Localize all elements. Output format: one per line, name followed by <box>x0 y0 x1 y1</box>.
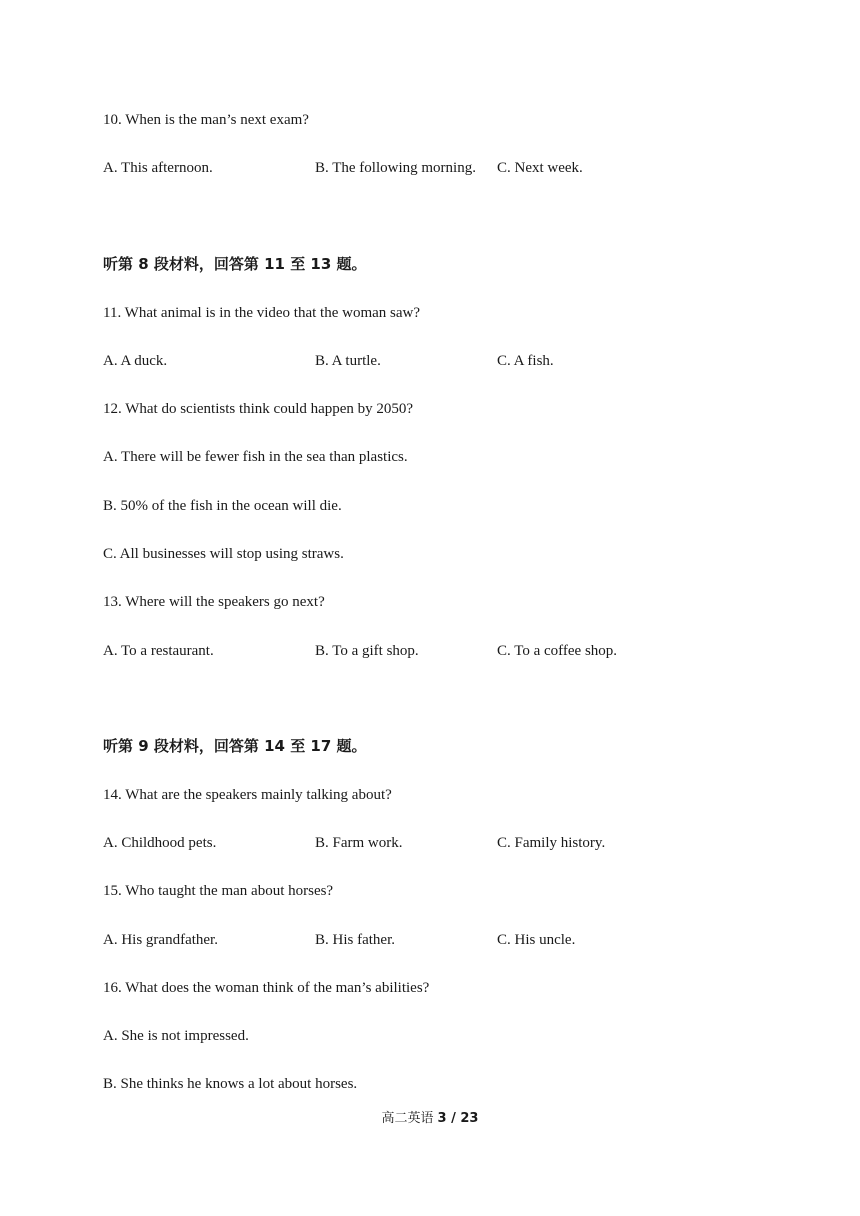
question-13: 13. Where will the speakers go next? <box>103 594 325 610</box>
q15-option-c: C. His uncle. <box>497 932 576 948</box>
q12-option-b: B. 50% of the fish in the ocean will die. <box>103 498 342 514</box>
q10-option-a: A. This afternoon. <box>103 160 213 176</box>
section-heading-9: 听第 9 段材料，回答第 14 至 17 题。 <box>103 737 367 755</box>
q11-option-b: B. A turtle. <box>315 353 381 369</box>
q16-option-a: A. She is not impressed. <box>103 1028 249 1044</box>
page-footer <box>0 1111 860 1127</box>
page-number: 3 / 23 <box>437 1111 479 1126</box>
section-heading-8: 听第 8 段材料，回答第 11 至 13 题。 <box>103 255 367 273</box>
q11-option-a: A. A duck. <box>103 353 168 369</box>
question-12: 12. What do scientists think could happen by 2050? <box>103 401 414 417</box>
question-11: 11. What animal is in the video that the woman saw? <box>103 305 421 321</box>
question-10: 10. When is the man’s next exam? <box>103 112 309 128</box>
q12-option-a: A. There will be fewer fish in the sea than plastics. <box>103 449 408 465</box>
question-16: 16. What does the woman think of the man’s abilities? <box>103 980 430 996</box>
q12-option-c: C. All businesses will stop using straws. <box>103 546 344 562</box>
question-14: 14. What are the speakers mainly talking about? <box>103 787 392 803</box>
q15-option-a: A. His grandfather. <box>103 932 218 948</box>
q14-option-a: A. Childhood pets. <box>103 835 217 851</box>
q11-option-c: C. A fish. <box>497 353 554 369</box>
q10-option-c: C. Next week. <box>497 160 583 176</box>
q13-option-b: B. To a gift shop. <box>315 643 419 659</box>
q13-option-a: A. To a restaurant. <box>103 643 214 659</box>
footer-subject: 高二英语 <box>381 1111 434 1126</box>
question-15: 15. Who taught the man about horses? <box>103 883 334 899</box>
q15-option-b: B. His father. <box>315 932 395 948</box>
q14-option-b: B. Farm work. <box>315 835 403 851</box>
q13-option-c: C. To a coffee shop. <box>497 643 618 659</box>
q16-option-b: B. She thinks he knows a lot about horses. <box>103 1076 358 1092</box>
q14-option-c: C. Family history. <box>497 835 606 851</box>
q10-option-b: B. The following morning. <box>315 160 476 176</box>
